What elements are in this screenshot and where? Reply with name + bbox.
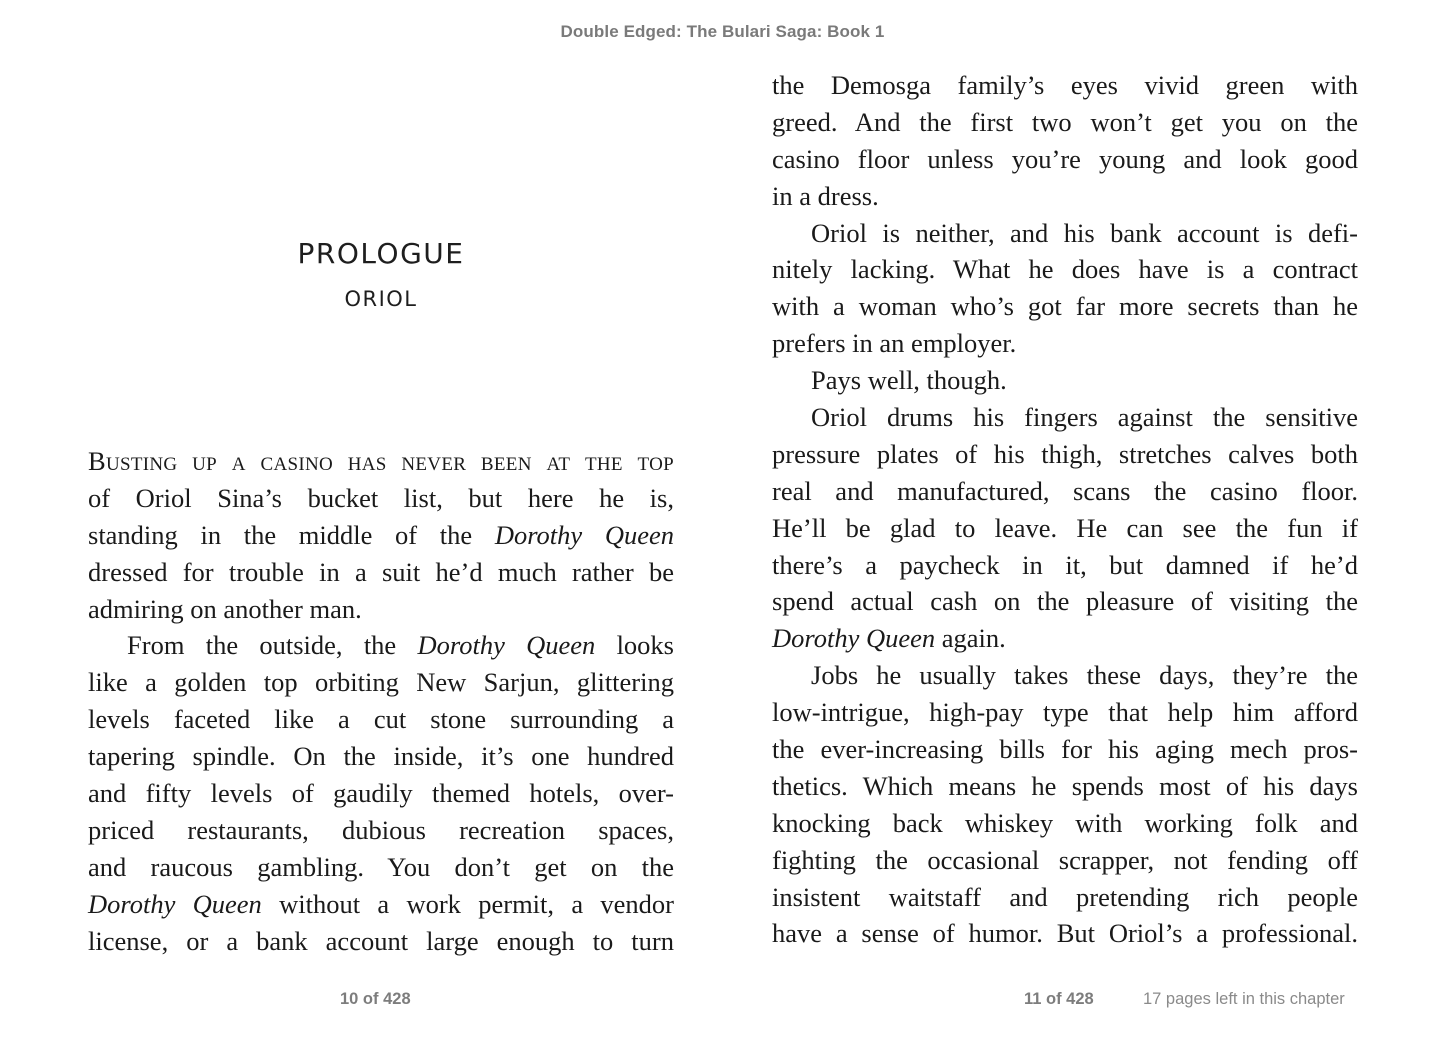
text-line (88, 775, 674, 812)
text-span: Oriol drums his fingers against the sensitive (811, 402, 1358, 433)
text-span: and fifty levels of gaudily themed hotels, over- (88, 778, 674, 809)
italic-text: Dorothy Queen (88, 888, 262, 919)
text-span: admiring on another man. (88, 593, 362, 624)
text-line (88, 701, 674, 738)
text-line (772, 251, 1358, 288)
text-line (88, 812, 674, 849)
text-span: nitely lacking. What he does have is a contract (772, 254, 1358, 285)
text-line (772, 657, 1358, 694)
text-span: in a dress. (772, 180, 879, 211)
text-line (772, 842, 1358, 879)
text-span: priced restaurants, dubious recreation spaces, (88, 814, 674, 845)
text-line (772, 362, 1358, 399)
text-line (772, 510, 1358, 547)
text-span: like a golden top orbiting New Sarjun, glittering (88, 667, 674, 698)
text-line (772, 694, 1358, 731)
text-line (88, 627, 674, 664)
text-span: fighting the occasional scrapper, not fending off (772, 844, 1358, 875)
text-span: without a work permit, a vendor (261, 888, 674, 919)
text-span: there’s a paycheck in it, but damned if he’d (772, 549, 1358, 580)
text-span: From the outside, the (127, 630, 418, 661)
text-line (772, 288, 1358, 325)
text-line (88, 443, 674, 480)
text-span: Pays well, though. (811, 365, 1007, 396)
text-line (772, 399, 1358, 436)
text-span: low-intrigue, high-pay type that help him afford (772, 697, 1358, 728)
text-line (772, 215, 1358, 252)
text-line (88, 923, 674, 960)
text-line (772, 620, 1358, 657)
text-span: insistent waitstaff and pretending rich people (772, 881, 1358, 912)
text-line (88, 849, 674, 886)
text-span: prefers in an employer. (772, 328, 1017, 359)
text-span: license, or a bank account large enough to turn (88, 925, 674, 956)
italic-text: Dorothy Queen (772, 623, 936, 654)
text-line (88, 480, 674, 517)
text-span: tapering spindle. On the inside, it’s one hundred (88, 741, 674, 772)
text-line (772, 768, 1358, 805)
text-line (772, 325, 1358, 362)
text-span: with a woman who’s got far more secrets than he (772, 291, 1358, 322)
text-line (772, 915, 1358, 952)
text-line (772, 178, 1358, 215)
right-page-number: 11 of 428 (1024, 990, 1094, 1008)
text-line (772, 583, 1358, 620)
chapter-subtitle: ORIOL (344, 287, 418, 311)
text-span: again. (935, 623, 1006, 654)
text-span: Busting up a casino has never been at the top (88, 446, 674, 476)
text-span: looks (595, 630, 674, 661)
right-page-text (772, 67, 1358, 952)
text-line (772, 141, 1358, 178)
text-span: the Demosga family’s eyes vivid green with (772, 70, 1358, 100)
text-span: the ever-increasing bills for his aging mech pros- (772, 734, 1358, 765)
text-span: dressed for trouble in a suit he’d much rather be (88, 556, 674, 587)
left-page-text (88, 443, 674, 959)
text-span: and raucous gambling. You don’t get on the (88, 851, 674, 882)
text-line (88, 886, 674, 923)
text-span: thetics. Which means he spends most of his days (772, 770, 1358, 801)
text-span: standing in the middle of the (88, 519, 495, 550)
text-span: Oriol is neither, and his bank account is defi- (811, 217, 1358, 248)
text-span: knocking back whiskey with working folk and (772, 807, 1358, 838)
text-span: casino floor unless you’re young and look good (772, 143, 1358, 174)
text-line (772, 805, 1358, 842)
text-line (772, 104, 1358, 141)
text-span: of Oriol Sina’s bucket list, but here he is, (88, 482, 674, 513)
text-line (88, 738, 674, 775)
text-line (772, 473, 1358, 510)
text-line (88, 554, 674, 591)
chapter-title: PROLOGUE (297, 237, 465, 270)
text-line (772, 547, 1358, 584)
text-span: levels faceted like a cut stone surrounding a (88, 704, 674, 735)
book-title: Double Edged: The Bulari Saga: Book 1 (560, 22, 885, 41)
text-span: have a sense of humor. But Oriol’s a professional. (772, 918, 1358, 949)
chapter-heading (88, 236, 674, 314)
italic-text: Dorothy Queen (494, 519, 674, 550)
text-line (772, 879, 1358, 916)
italic-text: Dorothy Queen (417, 630, 596, 661)
text-span: real and manufactured, scans the casino floor. (772, 475, 1358, 506)
text-span: greed. And the first two won’t get you on the (772, 106, 1358, 137)
text-line (88, 591, 674, 628)
text-span: Jobs he usually takes these days, they’re the (811, 660, 1358, 691)
chapter-pages-remaining: 17 pages left in this chapter (1143, 990, 1345, 1008)
left-page-number: 10 of 428 (340, 990, 411, 1008)
text-line (88, 517, 674, 554)
text-line (88, 664, 674, 701)
text-line (772, 67, 1358, 104)
text-line (772, 731, 1358, 768)
text-span: He’ll be glad to leave. He can see the fun if (772, 512, 1358, 543)
text-line (772, 436, 1358, 473)
text-span: pressure plates of his thigh, stretches calves both (772, 438, 1358, 469)
text-span: spend actual cash on the pleasure of visiting the (772, 586, 1358, 617)
